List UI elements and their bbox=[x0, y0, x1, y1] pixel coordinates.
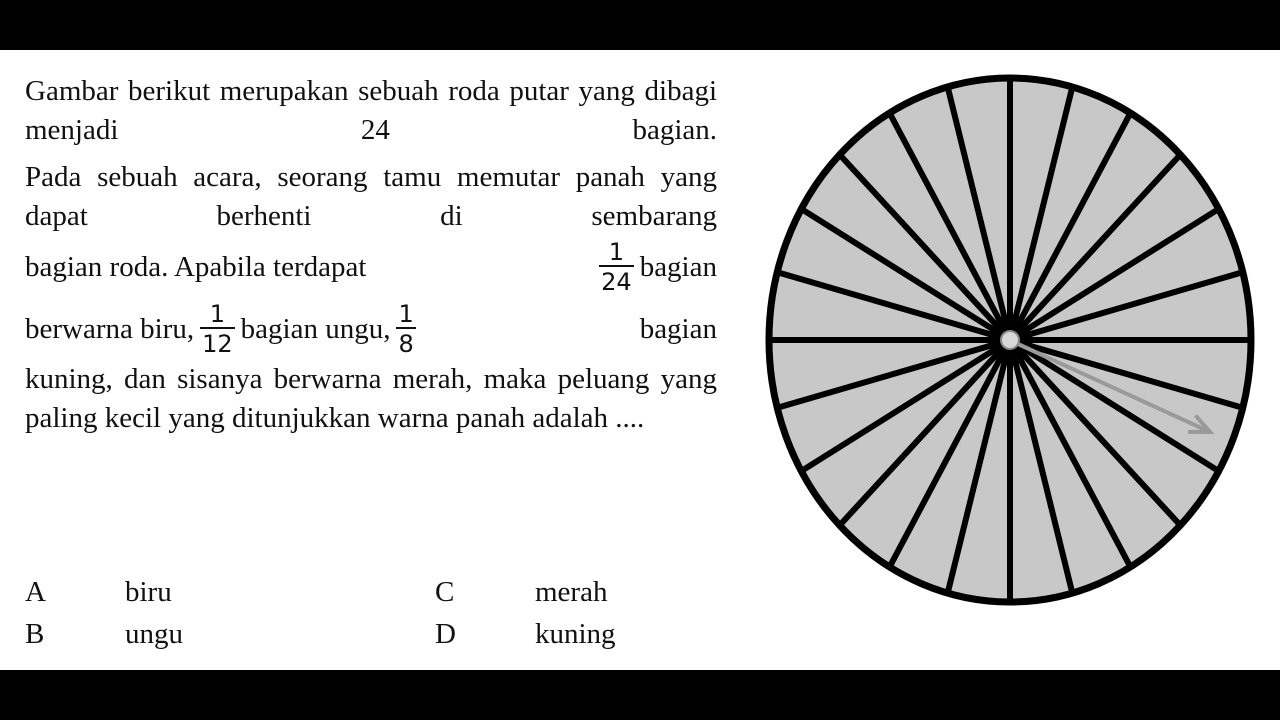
fraction-denominator: 8 bbox=[396, 327, 415, 357]
paragraph-2-line-1: Pada sebuah acara, seorang tamu memutar panah yang dapat berhenti di sembarang bbox=[25, 161, 717, 232]
fraction-line-1 bbox=[25, 236, 717, 298]
spinner-wheel-svg bbox=[762, 74, 1258, 608]
fraction-line-2 bbox=[25, 298, 717, 360]
option-text: merah bbox=[535, 576, 608, 608]
line-b-post: bagian bbox=[639, 312, 717, 345]
option-text: biru bbox=[125, 576, 172, 608]
paragraph-1: Gambar berikut merupakan sebuah roda putar yang dibagi menjadi 24 bagian. bbox=[25, 75, 717, 146]
question-text bbox=[25, 72, 717, 438]
option-letter: B bbox=[25, 618, 45, 650]
fraction-one-24th bbox=[599, 239, 634, 295]
fraction-numerator: 1 bbox=[209, 300, 225, 328]
paragraph-2-rest: kuning, dan sisanya berwarna merah, maka peluang yang paling kecil yang ditunjukkan warna panah adalah .... bbox=[25, 363, 717, 434]
option-text: ungu bbox=[125, 618, 183, 650]
option-letter: D bbox=[435, 618, 456, 650]
fraction-one-8th bbox=[396, 301, 415, 357]
option-text: kuning bbox=[535, 618, 616, 650]
fraction-numerator: 1 bbox=[398, 300, 414, 328]
arrow-pivot-icon bbox=[1001, 331, 1019, 349]
fraction-denominator: 12 bbox=[200, 327, 235, 357]
document-page bbox=[0, 50, 1280, 670]
option-letter: C bbox=[435, 576, 455, 608]
option-letter: A bbox=[25, 576, 46, 608]
line-a-post: bagian bbox=[639, 250, 717, 283]
spinner-wheel bbox=[762, 74, 1258, 608]
line-b-mid: bagian ungu, bbox=[240, 312, 391, 345]
line-b-pre: berwarna biru, bbox=[25, 312, 195, 345]
line-a-pre: bagian roda. Apabila terdapat bbox=[25, 250, 367, 283]
fraction-numerator: 1 bbox=[608, 238, 625, 266]
fraction-one-12th bbox=[200, 301, 235, 357]
fraction-denominator: 24 bbox=[599, 265, 634, 295]
